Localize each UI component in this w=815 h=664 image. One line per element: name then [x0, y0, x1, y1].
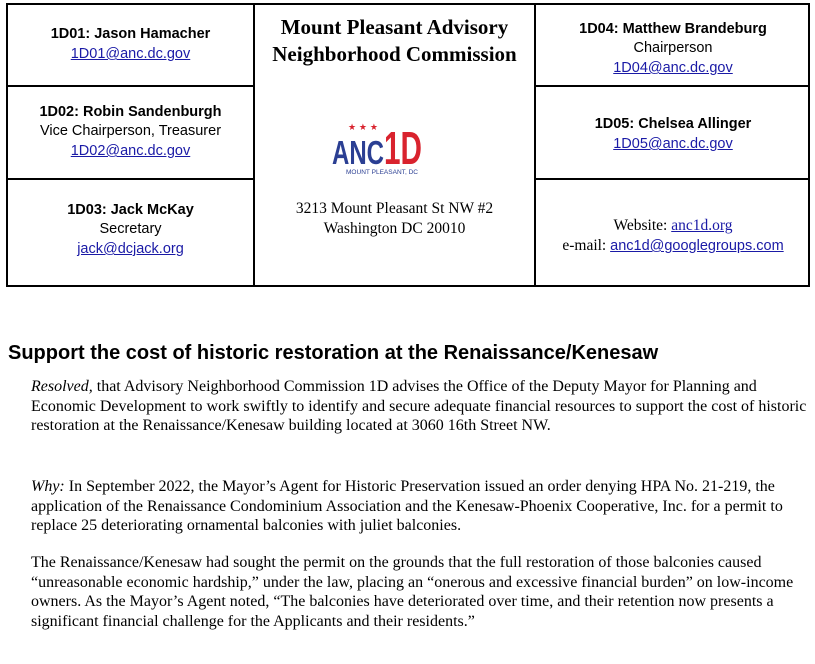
group-email-link[interactable]: anc1d@googlegroups.com: [610, 238, 784, 254]
title-line-1: Mount Pleasant Advisory: [280, 15, 509, 39]
resolved-text: that Advisory Neighborhood Commission 1D advises the Office of the Deputy Mayor for Planning and Economic Development to work swiftly to identify and secure adequate financial resources to support the cost of historic restoration at the Renaissance/Kenesaw building located at 3060 16th Street NW.: [31, 378, 807, 435]
member-role: Vice Chairperson, Treasurer: [39, 123, 222, 139]
resolution-heading: Support the cost of historic restoration at the Renaissance/Kenesaw: [8, 342, 659, 364]
letterhead-table: [6, 3, 810, 287]
why-text: In September 2022, the Mayor’s Agent for Historic Preservation issued an order denying HPA No. 21-219, the application of the Renaissance Condominium Association and the Kenesaw-Phoenix Cooperative, Inc. for a permit to replace 25 deteriorating ornamental balconies with juliet balconies.: [31, 478, 783, 535]
why-paragraph: [31, 477, 811, 536]
member-name: 1D01: Jason Hamacher: [50, 26, 211, 42]
member-email-link[interactable]: 1D05@anc.dc.gov: [613, 136, 733, 152]
divider: [536, 178, 808, 180]
resolved-label: Resolved,: [31, 378, 93, 395]
email-row: [536, 236, 810, 256]
logo-stars: ★ ★ ★: [348, 123, 378, 133]
email-label: e-mail:: [562, 237, 607, 254]
website-row: [536, 216, 810, 236]
address-line-1: 3213 Mount Pleasant St NW #2: [295, 200, 494, 217]
address-block: [255, 199, 534, 239]
anc-1d-logo: [332, 117, 432, 183]
resolved-paragraph: [31, 377, 811, 436]
website-label: Website:: [613, 217, 668, 234]
member-name: 1D05: Chelsea Allinger: [594, 116, 752, 132]
member-email-link[interactable]: 1D04@anc.dc.gov: [613, 60, 733, 76]
hardship-paragraph: The Renaissance/Kenesaw had sought the permit on the grounds that the full restoration of those balconies caused “unreasonable economic hardship,” under the law, placing an “onerous and excessive financial burden” on low-income owners. As the Mayor’s Agent noted, “The balconies have deteriorated over time, and their retention now presents a significant financial challenge for the Applicants and their residents.”: [31, 554, 794, 630]
member-cell-1d05: [536, 115, 810, 154]
member-cell-1d04: [536, 20, 810, 78]
member-email-link[interactable]: 1D01@anc.dc.gov: [70, 46, 191, 62]
title-line-2: Neighborhood Commission: [272, 42, 517, 66]
member-email-link[interactable]: 1D02@anc.dc.gov: [70, 143, 191, 159]
contact-block: [536, 216, 810, 256]
logo-1d-text: 1D: [384, 122, 422, 174]
member-role: Secretary: [99, 221, 162, 237]
member-role: Chairperson: [633, 40, 713, 56]
logo-subtitle: MOUNT PLEASANT, DC: [346, 169, 419, 176]
divider: [536, 85, 808, 87]
logo-anc-text: ANC: [332, 134, 384, 171]
address-line-2: Washington DC 20010: [323, 220, 466, 237]
why-label: Why:: [31, 478, 65, 495]
member-cell-1d02: [8, 103, 253, 161]
member-name: 1D03: Jack McKay: [67, 202, 194, 218]
member-name: 1D02: Robin Sandenburgh: [39, 104, 222, 120]
member-email-link[interactable]: jack@dcjack.org: [77, 241, 184, 257]
member-cell-1d01: [8, 25, 253, 64]
member-cell-1d03: [8, 201, 253, 259]
website-link[interactable]: anc1d.org: [671, 217, 733, 234]
commission-title: [255, 14, 534, 68]
divider: [8, 85, 253, 87]
divider: [8, 178, 253, 180]
member-name: 1D04: Matthew Brandeburg: [579, 21, 767, 37]
